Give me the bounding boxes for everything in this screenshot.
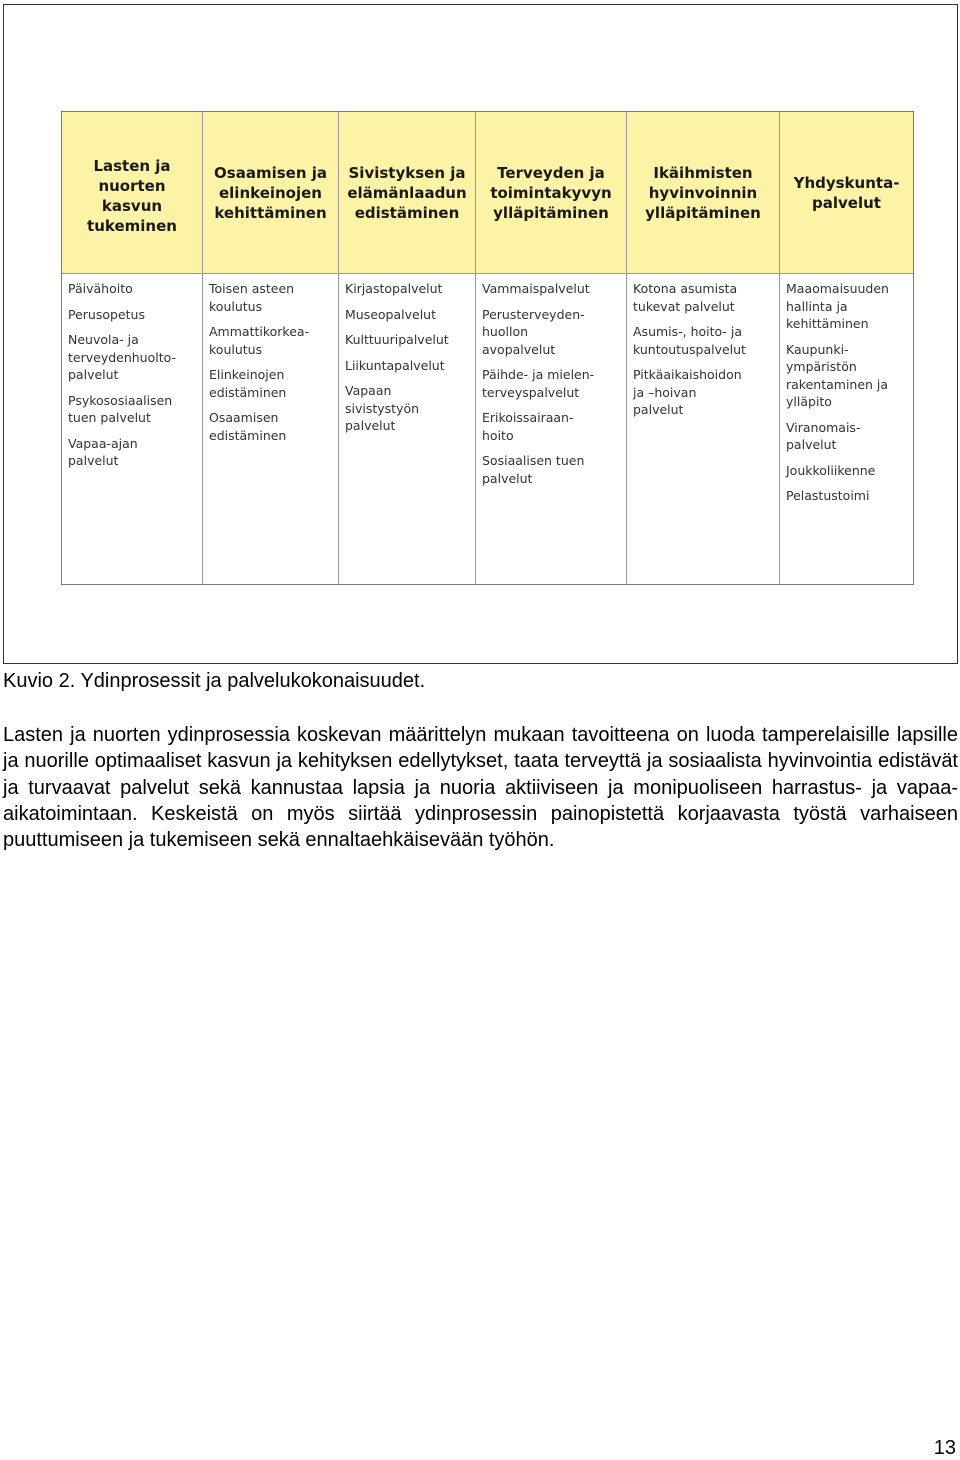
service-item: Joukkoliikenne xyxy=(786,462,876,478)
service-item: Kirjastopalvelut xyxy=(345,281,443,296)
service-item: Vapaa-ajan palvelut xyxy=(68,435,138,468)
service-item: Psykososiaalisen tuen palvelut xyxy=(68,392,173,425)
service-item: Pitkäaikaishoidon ja –hoivan palvelut xyxy=(633,367,742,417)
service-item: Museopalvelut xyxy=(345,306,437,322)
column-header: Yhdyskunta- palvelut xyxy=(780,112,913,274)
service-item: Perusopetus xyxy=(68,306,145,322)
service-item: Asumis-, hoito- ja kuntoutuspalvelut xyxy=(633,324,746,357)
service-item: Sosiaalisen tuen palvelut xyxy=(482,453,585,486)
service-item: Perusterveyden- huollon avopalvelut xyxy=(482,306,585,357)
service-item: Maaomaisuuden hallinta ja kehittäminen xyxy=(786,281,889,331)
service-item: Kulttuuripalvelut xyxy=(345,332,449,347)
column-header: Terveyden ja toimintakyvyn ylläpitäminen xyxy=(476,112,627,274)
service-item: Ammattikorkea- koulutus xyxy=(209,324,310,357)
figure-caption: Kuvio 2. Ydinprosessit ja palvelukokonaisuudet. xyxy=(3,670,426,692)
service-item: Päihde- ja mielen- terveyspalvelut xyxy=(482,367,595,400)
service-item: Pelastustoimi xyxy=(786,488,870,503)
service-item: Kotona asumista tukevat palvelut xyxy=(633,281,738,314)
service-item: Erikoissairaan- hoito xyxy=(482,410,574,443)
column-services xyxy=(62,274,203,584)
service-item: Liikuntapalvelut xyxy=(345,357,445,373)
service-item: Toisen asteen koulutus xyxy=(209,281,295,314)
figure-frame xyxy=(3,4,958,664)
column-services xyxy=(627,274,780,584)
service-item: Vapaan sivistystyön palvelut xyxy=(345,383,420,433)
process-table xyxy=(61,111,914,585)
service-item: Neuvola- ja terveydenhuolto- palvelut xyxy=(68,332,177,382)
service-item: Kaupunki- ympäristön rakentaminen ja ylläpito xyxy=(786,341,889,409)
column-header: Ikäihmisten hyvinvoinnin ylläpitäminen xyxy=(627,112,780,274)
body-paragraph: Lasten ja nuorten ydinprosessia koskevan määrittelyn mukaan tavoitteena on luoda tamperelaisille lapsille ja nuorille optimaaliset kasvun ja kehityksen edellytykset, taata terveyttä ja sosiaalista hyvinvointia edistävät ja turvaavat palvelut sekä kannustaa lapsia ja nuoria aktiiviseen ja monipuoliseen harrastus- ja vapaa-aikatoimintaan. Keskeistä on myös siirtää ydinprosessin painopistettä korjaavasta työstä varhaiseen puuttumiseen ja tukemiseen sekä ennaltaehkäisevään työhön. xyxy=(3,724,958,852)
service-item: Elinkeinojen edistäminen xyxy=(209,367,287,400)
column-services xyxy=(780,274,913,584)
column-header: Lasten ja nuorten kasvun tukeminen xyxy=(62,112,203,274)
page-number: 13 xyxy=(933,1437,956,1459)
column-services xyxy=(476,274,627,584)
column-header: Osaamisen ja elinkeinojen kehittäminen xyxy=(203,112,339,274)
service-item: Vammaispalvelut xyxy=(482,281,590,296)
service-item: Viranomais- palvelut xyxy=(786,419,861,452)
service-item: Osaamisen edistäminen xyxy=(209,410,287,443)
column-services xyxy=(339,274,476,584)
column-services xyxy=(203,274,339,584)
column-header: Sivistyksen ja elämänlaadun edistäminen xyxy=(339,112,476,274)
service-item: Päivähoito xyxy=(68,281,133,296)
